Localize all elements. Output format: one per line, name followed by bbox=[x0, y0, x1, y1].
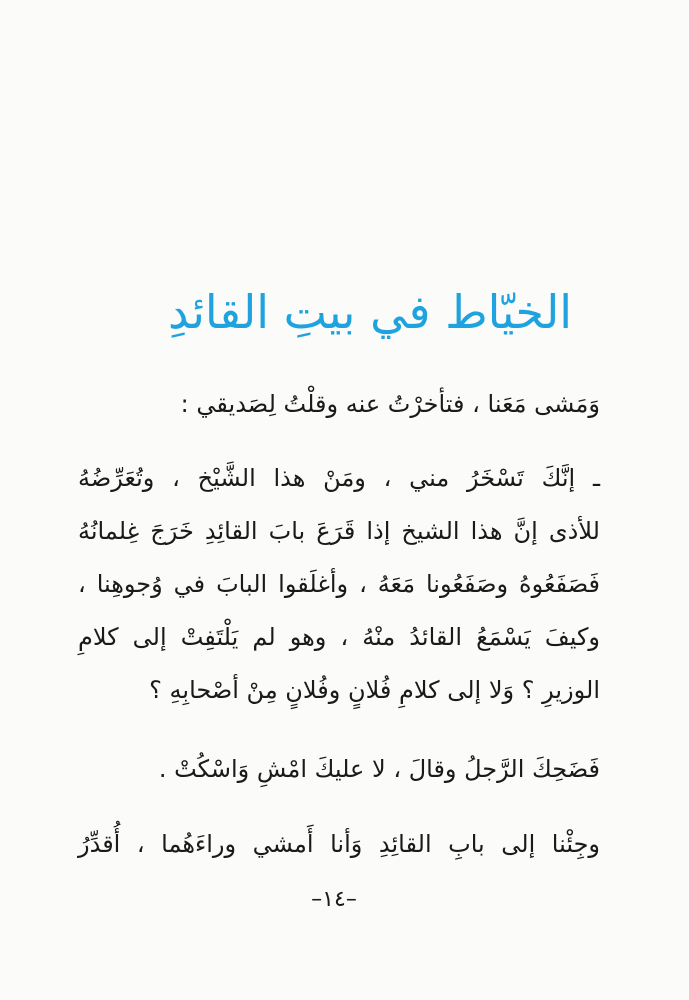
chapter-title: الخيّاط في بيتِ القائدِ bbox=[167, 285, 572, 339]
text-line-4: فَصَفَعُوهُ وصَفَعُونا مَعَهُ ، وأغلَقوا البابَ في وُجوهِنا ، bbox=[78, 570, 600, 598]
text-line-8: وجِئْنا إلى بابِ القائِدِ وَأنا أَمشي وراءَهُما ، أُقدِّرُ bbox=[78, 830, 600, 858]
text-line-1: وَمَشى مَعَنا ، فتأخرْتُ عنه وقلْتُ لِصَديقي : bbox=[180, 390, 600, 418]
text-line-7: فَضَحِكَ الرَّجلُ وقالَ ، لا عليكَ امْشِ وَاسْكُتْ . bbox=[158, 755, 600, 783]
page-number: –١٤– bbox=[311, 887, 357, 912]
text-line-3: للأذى إنَّ هذا الشيخ إذا قَرَعَ بابَ القائِدِ خَرَجَ غِلمانُهُ bbox=[78, 517, 600, 545]
text-line-5: وكيفَ يَسْمَعُ القائدُ منْهُ ، وهو لم يَلْتَفِتْ إلى كلامِ bbox=[78, 623, 600, 651]
text-line-6: الوزيرِ ؟ وَلا إلى كلامِ فُلانٍ وفُلانٍ مِنْ أصْحابِهِ ؟ bbox=[149, 676, 600, 704]
text-line-2: ـ إنَّكَ تَسْخَرُ مني ، ومَنْ هذا الشَّيْخ ، وتُعَرِّضُهُ bbox=[78, 464, 600, 492]
